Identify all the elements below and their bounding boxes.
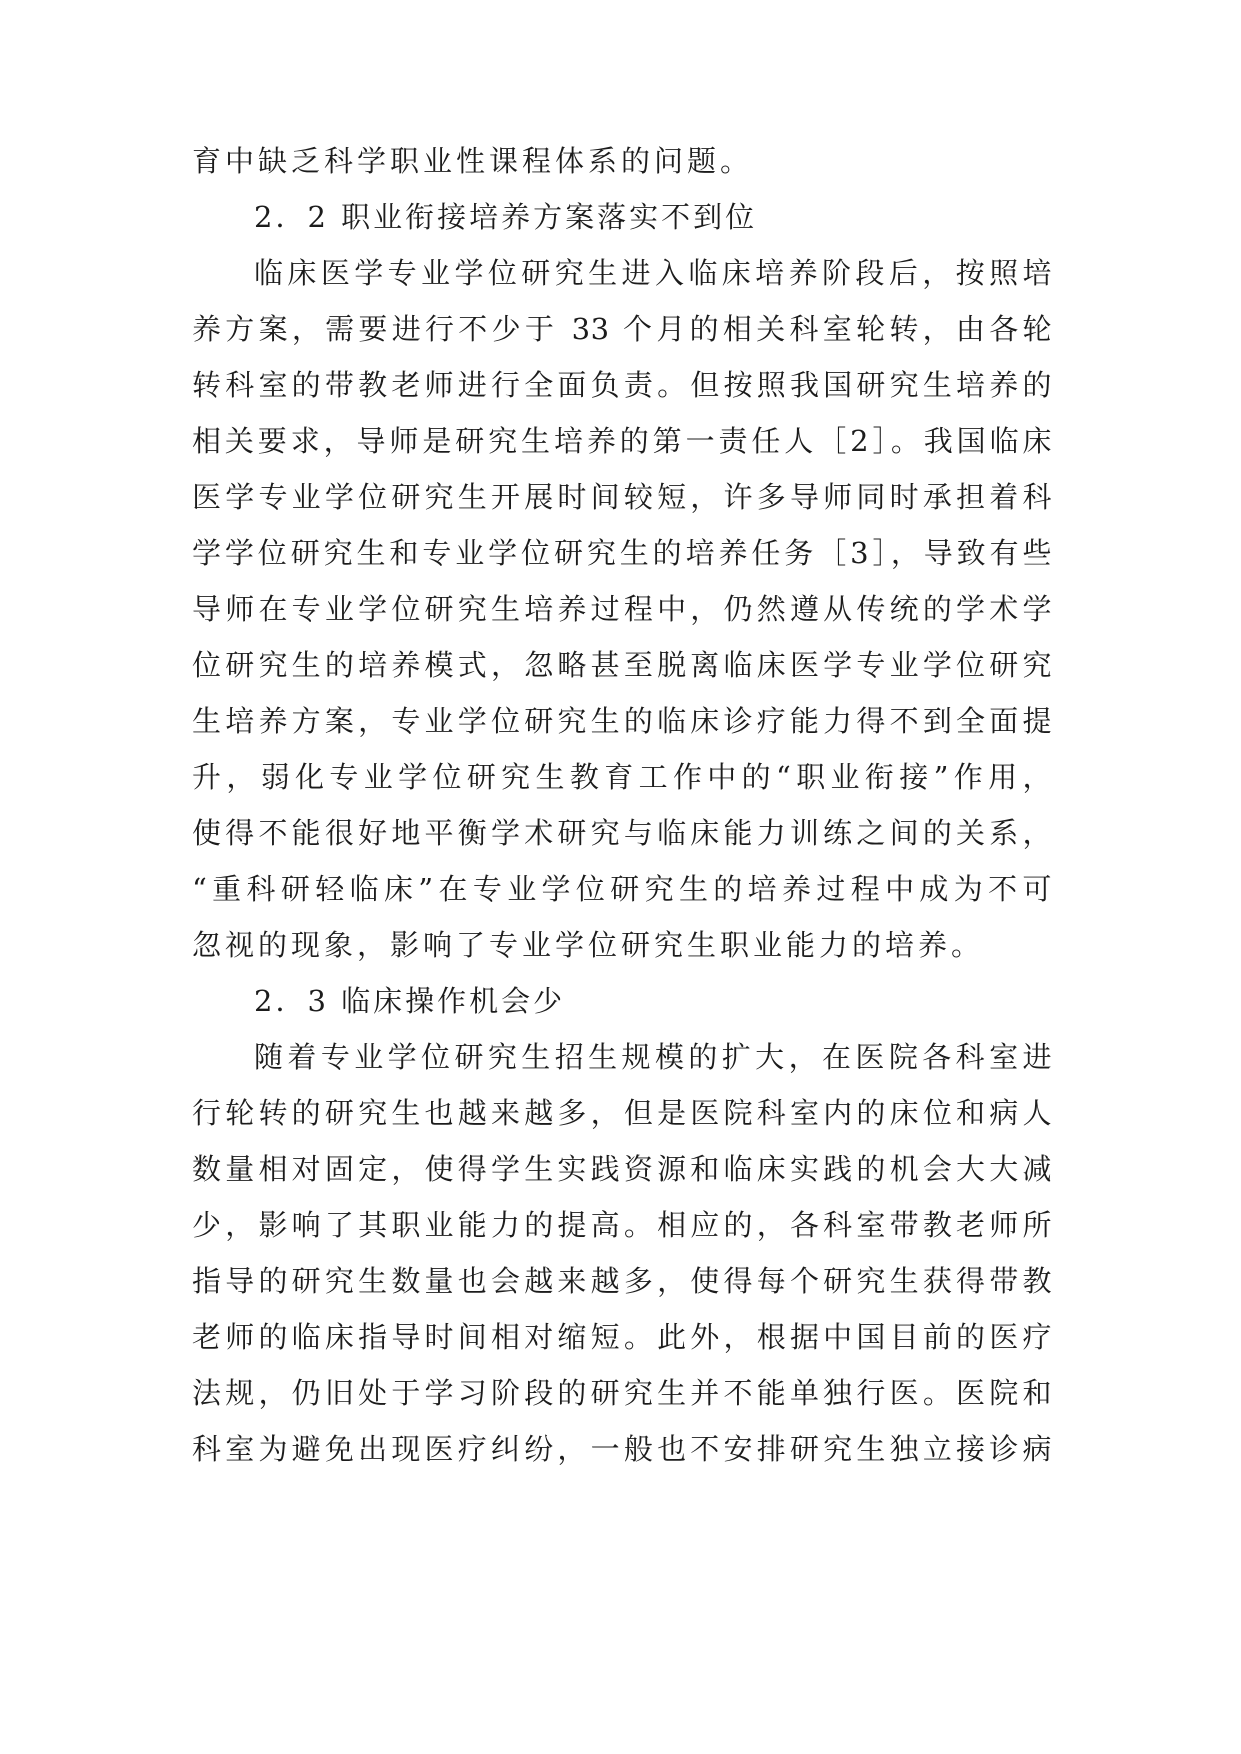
paragraph-line: 生培养方案，专业学位研究生的临床诊疗能力得不到全面提 [192,704,1052,738]
paragraph-line: 老师的临床指导时间相对缩短。此外，根据中国目前的医疗 [192,1320,1052,1354]
paragraph-line: 升，弱化专业学位研究生教育工作中的“职业衔接”作用， [192,760,1052,794]
paragraph-line: 少，影响了其职业能力的提高。相应的，各科室带教老师所 [192,1208,1052,1242]
paragraph-line: 临床医学专业学位研究生进入临床培养阶段后，按照培 [254,256,1052,290]
paragraph-line: 忽视的现象，影响了专业学位研究生职业能力的培养。 [192,928,985,962]
paragraph-line: 医学专业学位研究生开展时间较短，许多导师同时承担着科 [192,480,1052,514]
paragraph-line: 行轮转的研究生也越来越多，但是医院科室内的床位和病人 [192,1096,1052,1130]
paragraph-line: 随着专业学位研究生招生规模的扩大，在医院各科室进 [254,1040,1052,1074]
paragraph-line: 相关要求，导师是研究生培养的第一责任人［2］。我国临床 [192,424,1052,458]
paragraph-line: 指导的研究生数量也会越来越多，使得每个研究生获得带教 [192,1264,1052,1298]
paragraph-line: 导师在专业学位研究生培养过程中，仍然遵从传统的学术学 [192,592,1052,626]
paragraph-line: 法规，仍旧处于学习阶段的研究生并不能单独行医。医院和 [192,1376,1052,1410]
paragraph-line: 使得不能很好地平衡学术研究与临床能力训练之间的关系， [192,816,1052,850]
section-heading: 2．2 职业衔接培养方案落实不到位 [254,200,758,234]
paragraph-line: 科室为避免出现医疗纠纷，一般也不安排研究生独立接诊病 [192,1432,1052,1466]
paragraph-line: 数量相对固定，使得学生实践资源和临床实践的机会大大减 [192,1152,1052,1186]
paragraph-line: 养方案，需要进行不少于 33 个月的相关科室轮转，由各轮 [192,312,1052,346]
paragraph-line: 学学位研究生和专业学位研究生的培养任务［3］，导致有些 [192,536,1052,570]
section-heading: 2．3 临床操作机会少 [254,984,566,1018]
paragraph-line: 转科室的带教老师进行全面负责。但按照我国研究生培养的 [192,368,1052,402]
paragraph-line: 育中缺乏科学职业性课程体系的问题。 [192,144,754,178]
paragraph-line: 位研究生的培养模式，忽略甚至脱离临床医学专业学位研究 [192,648,1052,682]
paragraph-line: “重科研轻临床”在专业学位研究生的培养过程中成为不可 [192,872,1052,906]
